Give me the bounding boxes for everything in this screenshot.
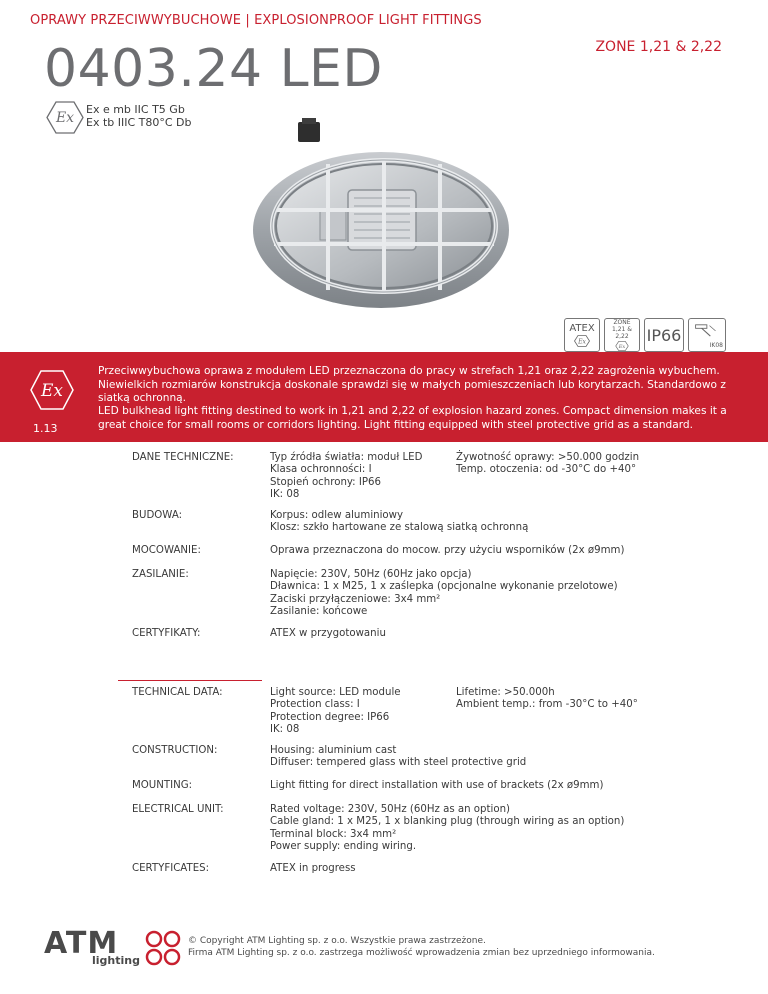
- spec-line: Diffuser: tempered glass with steel protective grid: [270, 757, 527, 769]
- impact-hammer-icon: [693, 322, 719, 338]
- spec-line: ATEX in progress: [270, 863, 356, 874]
- copyright-line-1: © Copyright ATM Lighting sp. z o.o. Wszystkie prawa zastrzeżone.: [188, 936, 486, 946]
- spec-values-secondary: [456, 687, 638, 712]
- product-title: 0403.24 LED: [44, 39, 383, 99]
- ex-marking-line-2: Ex tb IIIC T80°C Db: [86, 116, 192, 129]
- copyright-line-2: Firma ATM Lighting sp. z o.o. zastrzega możliwość wprowadzenia zmian bez uprzedniego informowania.: [188, 948, 655, 958]
- spec-values: [270, 745, 750, 770]
- ex-hexagon-icon: [46, 101, 84, 134]
- spec-values: [270, 628, 750, 640]
- certification-badges: [564, 318, 726, 352]
- spec-line: Zaciski przyłączeniowe: 3x4 mm²: [270, 593, 441, 605]
- spec-line: Zasilanie: końcowe: [270, 606, 368, 618]
- logo-mark-icon: [144, 929, 182, 967]
- spec-line: Housing: aluminium cast: [270, 745, 397, 756]
- spec-values: [270, 804, 750, 854]
- spec-line: Light source: LED module: [270, 687, 401, 698]
- spec-line: Dławnica: 1 x M25, 1 x zaślepka (opcjonalne wykonanie przelotowe): [270, 581, 618, 593]
- spec-line: Rated voltage: 230V, 50Hz (60Hz as an option): [270, 804, 510, 815]
- spec-label: TECHNICAL DATA:: [132, 687, 223, 698]
- atex-badge-label: ATEX: [569, 323, 595, 334]
- spec-label: ELECTRICAL UNIT:: [132, 804, 224, 815]
- spec-line: Ambient temp.: from -30°C to +40°: [456, 699, 638, 711]
- spec-values: [270, 545, 750, 557]
- spec-line: Stopień ochrony: IP66: [270, 476, 381, 488]
- spec-line: Oprawa przeznaczona do mocow. przy użyciu wsporników (2x ø9mm): [270, 545, 625, 556]
- logo-subtext: lighting: [92, 954, 140, 967]
- ex-hexagon-icon: [30, 370, 74, 410]
- ex-hexagon-icon: [614, 341, 630, 351]
- zone-badge-line2: 1,21 & 2,22: [612, 326, 632, 340]
- spec-line: IK: 08: [270, 489, 300, 501]
- spec-line: Temp. otoczenia: od -30°C do +40°: [456, 464, 637, 476]
- description-band: [0, 352, 768, 442]
- spec-line: Klosz: szkło hartowane ze stalową siatką ochronną: [270, 522, 529, 534]
- ik-badge: [688, 318, 726, 352]
- ex-marking-lines: [86, 103, 192, 129]
- spec-line: Protection degree: IP66: [270, 711, 390, 723]
- spec-label: MOCOWANIE:: [132, 545, 201, 556]
- spec-label: ZASILANIE:: [132, 569, 189, 580]
- spec-line: Light fitting for direct installation with use of brackets (2x ø9mm): [270, 780, 604, 791]
- zone-badge-symbol: Ex: [618, 344, 626, 351]
- spec-line: Protection class: I: [270, 699, 360, 711]
- spec-line: Terminal block: 3x4 mm²: [270, 828, 397, 840]
- spec-line: IK: 08: [270, 724, 300, 736]
- spec-label: BUDOWA:: [132, 510, 183, 521]
- spec-label: CERTYFIKATY:: [132, 628, 201, 639]
- ex-hexagon-icon: [574, 335, 590, 347]
- product-photo: [236, 118, 526, 318]
- company-logo: [44, 927, 184, 969]
- spec-line: Żywotność oprawy: >50.000 godzin: [456, 452, 640, 463]
- zone-badge-line1: ZONE: [613, 319, 631, 326]
- ex-marking-line-1: Ex e mb IIC T5 Gb: [86, 103, 185, 116]
- spec-values: [270, 510, 750, 535]
- svg-text:Ex: Ex: [55, 110, 75, 126]
- spec-line: Lifetime: >50.000h: [456, 687, 555, 698]
- spec-values: [270, 452, 460, 502]
- spec-label: MOUNTING:: [132, 780, 193, 791]
- spec-values: [270, 687, 460, 737]
- spec-line: Power supply: ending wiring.: [270, 841, 417, 853]
- section-divider: [118, 680, 262, 681]
- spec-line: Korpus: odlew aluminiowy: [270, 510, 404, 521]
- atex-badge: [564, 318, 600, 352]
- description-en: LED bulkhead light fitting destined to work in 1,21 and 2,22 of explosion hazard zones. Compact dimension makes it a great choice for small rooms or corridors lighting. Light fitting equipped with steel protective grid as a standard.: [98, 405, 727, 431]
- section-number: 1.13: [33, 422, 58, 435]
- spec-values: [270, 863, 750, 875]
- spec-label: DANE TECHNICZNE:: [132, 452, 234, 463]
- spec-values: [270, 780, 750, 792]
- zone-badge: [604, 318, 640, 352]
- description-pl: Przeciwwybuchowa oprawa z modułem LED przeznaczona do pracy w strefach 1,21 oraz 2,22 zagrożenia wybuchem. Niewielkich rozmiarów konstrukcja doskonale sprawdzi się w małych pomieszczeniach lub korytarzach. Standardowo z siatką ochronną.: [98, 365, 726, 404]
- copyright-notice: [188, 935, 655, 959]
- spec-line: Napięcie: 230V, 50Hz (60Hz jako opcja): [270, 569, 472, 580]
- spec-line: Klasa ochronności: I: [270, 464, 372, 476]
- spec-values: [270, 569, 750, 619]
- ip-badge-label: IP66: [646, 325, 682, 345]
- category-header: OPRAWY PRZECIWWYBUCHOWE | EXPLOSIONPROOF LIGHT FITTINGS: [30, 13, 482, 28]
- spec-values-secondary: [456, 452, 639, 477]
- zone-label: ZONE 1,21 & 2,22: [595, 39, 722, 55]
- spec-label: CONSTRUCTION:: [132, 745, 218, 756]
- spec-line: Cable gland: 1 x M25, 1 x blanking plug (through wiring as an option): [270, 816, 625, 828]
- spec-line: Typ źródła światła: moduł LED: [270, 452, 423, 463]
- atex-badge-symbol: Ex: [578, 338, 586, 346]
- band-ex-symbol: Ex: [41, 381, 63, 401]
- ik-badge-label: IK08: [709, 342, 723, 349]
- logo-text: ATM: [44, 926, 119, 961]
- spec-label: CERTYFICATES:: [132, 863, 210, 874]
- spec-line: ATEX w przygotowaniu: [270, 628, 386, 639]
- ip-badge: [644, 318, 684, 352]
